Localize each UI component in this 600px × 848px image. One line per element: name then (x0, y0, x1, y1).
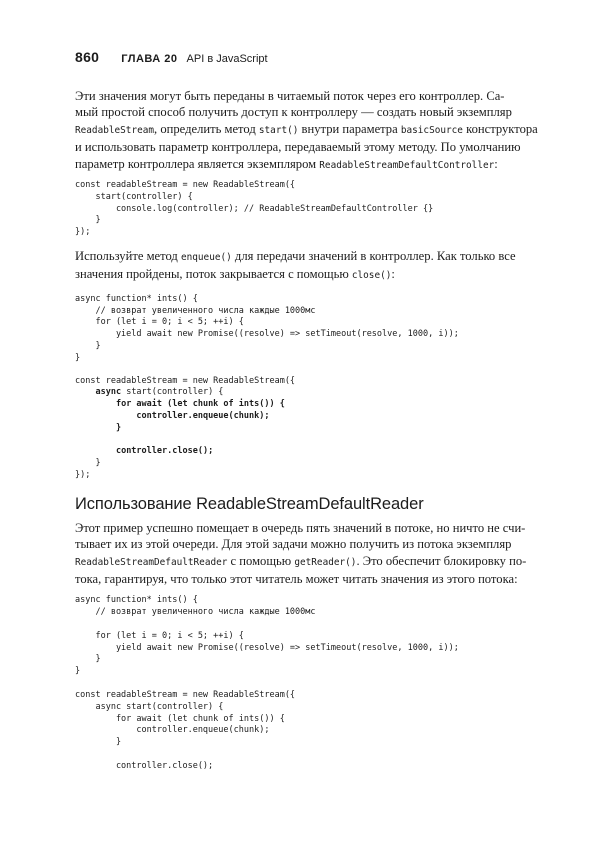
code-highlight: for await (let chunk of ints()) { (115, 399, 285, 410)
code-line: start(controller) { (75, 191, 193, 202)
page-number: 860 (75, 49, 100, 65)
code-line: } (75, 341, 101, 352)
text-fragment: для передачи значений в контроллер. Как только все (231, 249, 516, 264)
inline-code: start() (258, 124, 299, 136)
page-content (75, 88, 547, 773)
running-header (75, 49, 268, 65)
text-fragment: параметр контроллера является экземпляром (75, 156, 320, 171)
code-line: }); (75, 227, 91, 238)
code-block-ints-generator-2 (75, 595, 547, 678)
text-line: Эти значения могут быть переданы в читаемый поток через его контроллер. Са- (75, 89, 505, 103)
code-line: for (let i = 0; i < 5; ++i) { (75, 317, 244, 328)
code-line: } (75, 654, 101, 665)
text-fragment: внутри параметра (298, 121, 401, 136)
text-fragment: , определить метод (154, 121, 259, 136)
inline-code: enqueue() (180, 252, 232, 264)
text-line: тывает их из этой очереди. Для этой задачи можно получить из потока экземпляр (75, 537, 512, 552)
inline-code: ReadableStreamDefaultReader (75, 556, 228, 568)
code-line: // возврат увеличенного числа каждые 1000мс (75, 305, 316, 316)
text-fragment: . Это обеспечит блокировку по- (356, 553, 527, 568)
code-indent (75, 411, 136, 421)
text-fragment: : (494, 156, 498, 171)
code-highlight: controller.enqueue(chunk); (136, 411, 270, 421)
code-line: const readableStream = new ReadableStream({ (75, 689, 296, 700)
code-line: yield await new Promise((resolve) => setTimeout(resolve, 1000, i)); (75, 329, 459, 340)
inline-code: getReader() (294, 556, 357, 568)
code-indent (75, 423, 116, 433)
chapter-title: API в JavaScript (186, 53, 268, 65)
paragraph-enqueue (75, 248, 547, 285)
code-block-readable-stream-enqueue (75, 376, 547, 482)
text-line: Этот пример успешно помещает в очередь пять значений в потоке, но ничто не счи- (75, 520, 526, 535)
text-fragment: конструктора (462, 121, 538, 136)
code-line: const readableStream = new ReadableStream({ (75, 180, 296, 191)
text-fragment: : (391, 267, 395, 282)
code-line: console.log(controller); // ReadableStreamDefaultController {} (75, 203, 434, 214)
code-line: }); (75, 469, 91, 480)
text-line: тока, гарантируя, что только этот читатель может читать значения из этого потока: (75, 572, 518, 586)
text-line: и использовать параметр контроллера, передаваемый этому методу. По умолчанию (75, 140, 521, 155)
inline-code: close() (351, 270, 392, 282)
code-line: yield await new Promise((resolve) => setTimeout(resolve, 1000, i)); (75, 642, 459, 653)
code-highlight: } (115, 422, 122, 433)
code-fragment: start(controller) { (121, 387, 224, 398)
code-highlight: controller.close(); (115, 446, 214, 457)
code-line: } (75, 458, 101, 469)
inline-code: ReadableStreamDefaultController (319, 159, 495, 171)
code-block-controller-log (75, 180, 547, 239)
code-line: // возврат увеличенного числа каждые 1000мс (75, 607, 316, 618)
code-line: } (75, 737, 122, 748)
code-line: controller.enqueue(chunk); (75, 725, 270, 736)
code-indent (75, 387, 95, 397)
inline-code: ReadableStream (75, 124, 155, 136)
code-line: } (75, 352, 81, 363)
code-line: controller.close(); (75, 760, 214, 771)
code-line: } (75, 666, 81, 677)
code-line: async start(controller) { (75, 701, 224, 712)
text-fragment: с помощью (227, 553, 295, 568)
paragraph-controller-intro (75, 88, 547, 174)
code-line: for (let i = 0; i < 5; ++i) { (75, 630, 244, 641)
code-line: async function* ints() { (75, 595, 198, 606)
code-indent (75, 399, 116, 409)
chapter-label: ГЛАВА 20 (121, 53, 178, 65)
section-heading: Использование ReadableStreamDefaultReader (75, 494, 424, 513)
text-line: мый простой способ получить доступ к контроллеру — создать новый экземпляр (75, 105, 512, 120)
inline-code: basicSource (400, 124, 463, 136)
code-line: } (75, 215, 101, 226)
code-block-ints-generator (75, 294, 547, 365)
code-highlight: async (95, 387, 122, 398)
paragraph-reader-intro (75, 520, 547, 588)
code-line: const readableStream = new ReadableStream({ (75, 375, 296, 386)
text-fragment: значения пройдены, поток закрывается с помощью (75, 267, 352, 282)
code-block-readable-stream-reader (75, 690, 547, 773)
text-fragment: Используйте метод (75, 249, 181, 264)
code-indent (75, 446, 116, 456)
code-line: for await (let chunk of ints()) { (75, 713, 285, 724)
code-line: async function* ints() { (75, 293, 198, 304)
